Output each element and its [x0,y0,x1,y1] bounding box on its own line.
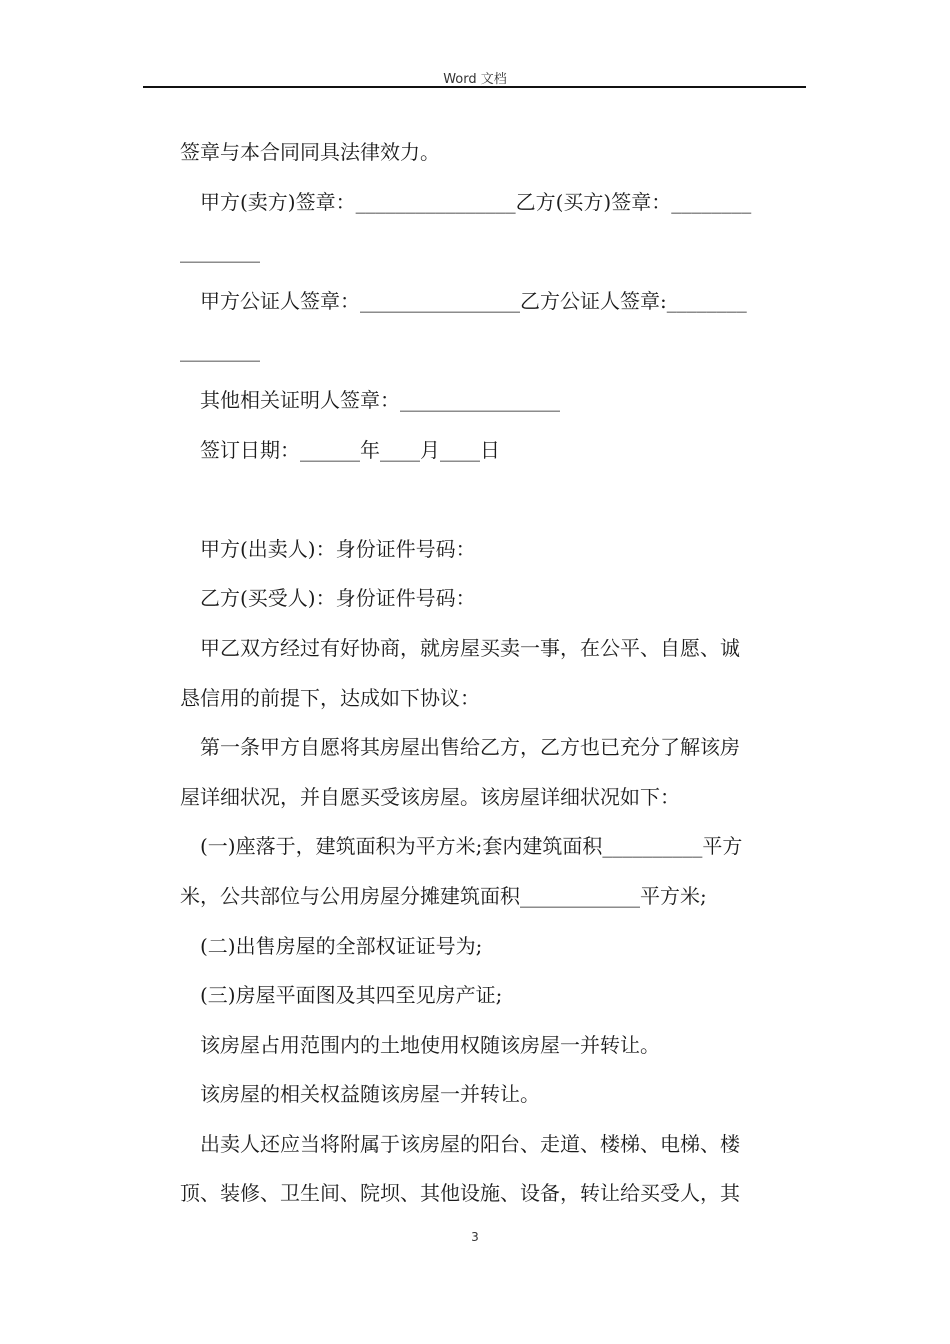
text-line: 甲方(出卖人)：身份证件号码： [200,536,476,561]
text-line [180,475,806,525]
text-line: 顶、装修、卫生间、院坝、其他设施、设备，转让给买受人，其 [180,1181,740,1206]
document-body [180,128,806,1219]
text-line: 签章与本合同同具法律效力。 [180,140,440,164]
text-line: 甲方公证人签章：________________乙方公证人签章:________ [200,288,747,313]
text-line: 恳信用的前提下，达成如下协议： [180,685,480,710]
text-line: 该房屋占用范围内的土地使用权随该房屋一并转让。 [200,1032,660,1057]
text-line: (二)出售房屋的全部权证证号为; [200,933,483,958]
text-line: ________ [180,338,260,363]
text-line: ________ [180,239,260,264]
text-line: 其他相关证明人签章：________________ [200,387,560,412]
page-number: 3 [471,1230,479,1244]
text-line: 第一条甲方自愿将其房屋出售给乙方，乙方也已充分了解该房 [200,735,740,760]
text-line: 该房屋的相关权益随该房屋一并转让。 [200,1082,540,1107]
text-line: 签订日期：______年____月____日 [200,437,500,462]
text-line: 米，公共部位与公用房屋分摊建筑面积____________平方米; [180,883,707,908]
text-line: 甲方(卖方)签章：________________乙方(买方)签章：________ [200,189,752,214]
text-line: (三)房屋平面图及其四至见房产证; [200,983,503,1008]
text-line: (一)座落于，建筑面积为平方米;套内建筑面积__________平方 [200,834,743,859]
text-line: 屋详细状况，并自愿买受该房屋。该房屋详细状况如下： [180,784,680,809]
header-rule [143,86,806,88]
text-line: 乙方(买受人)：身份证件号码： [200,586,476,611]
text-line: 出卖人还应当将附属于该房屋的阳台、走道、楼梯、电梯、楼 [200,1131,740,1156]
text-line: 甲乙双方经过有好协商，就房屋买卖一事，在公平、自愿、诚 [200,635,740,660]
page-header-label: Word 文档 [443,72,507,87]
